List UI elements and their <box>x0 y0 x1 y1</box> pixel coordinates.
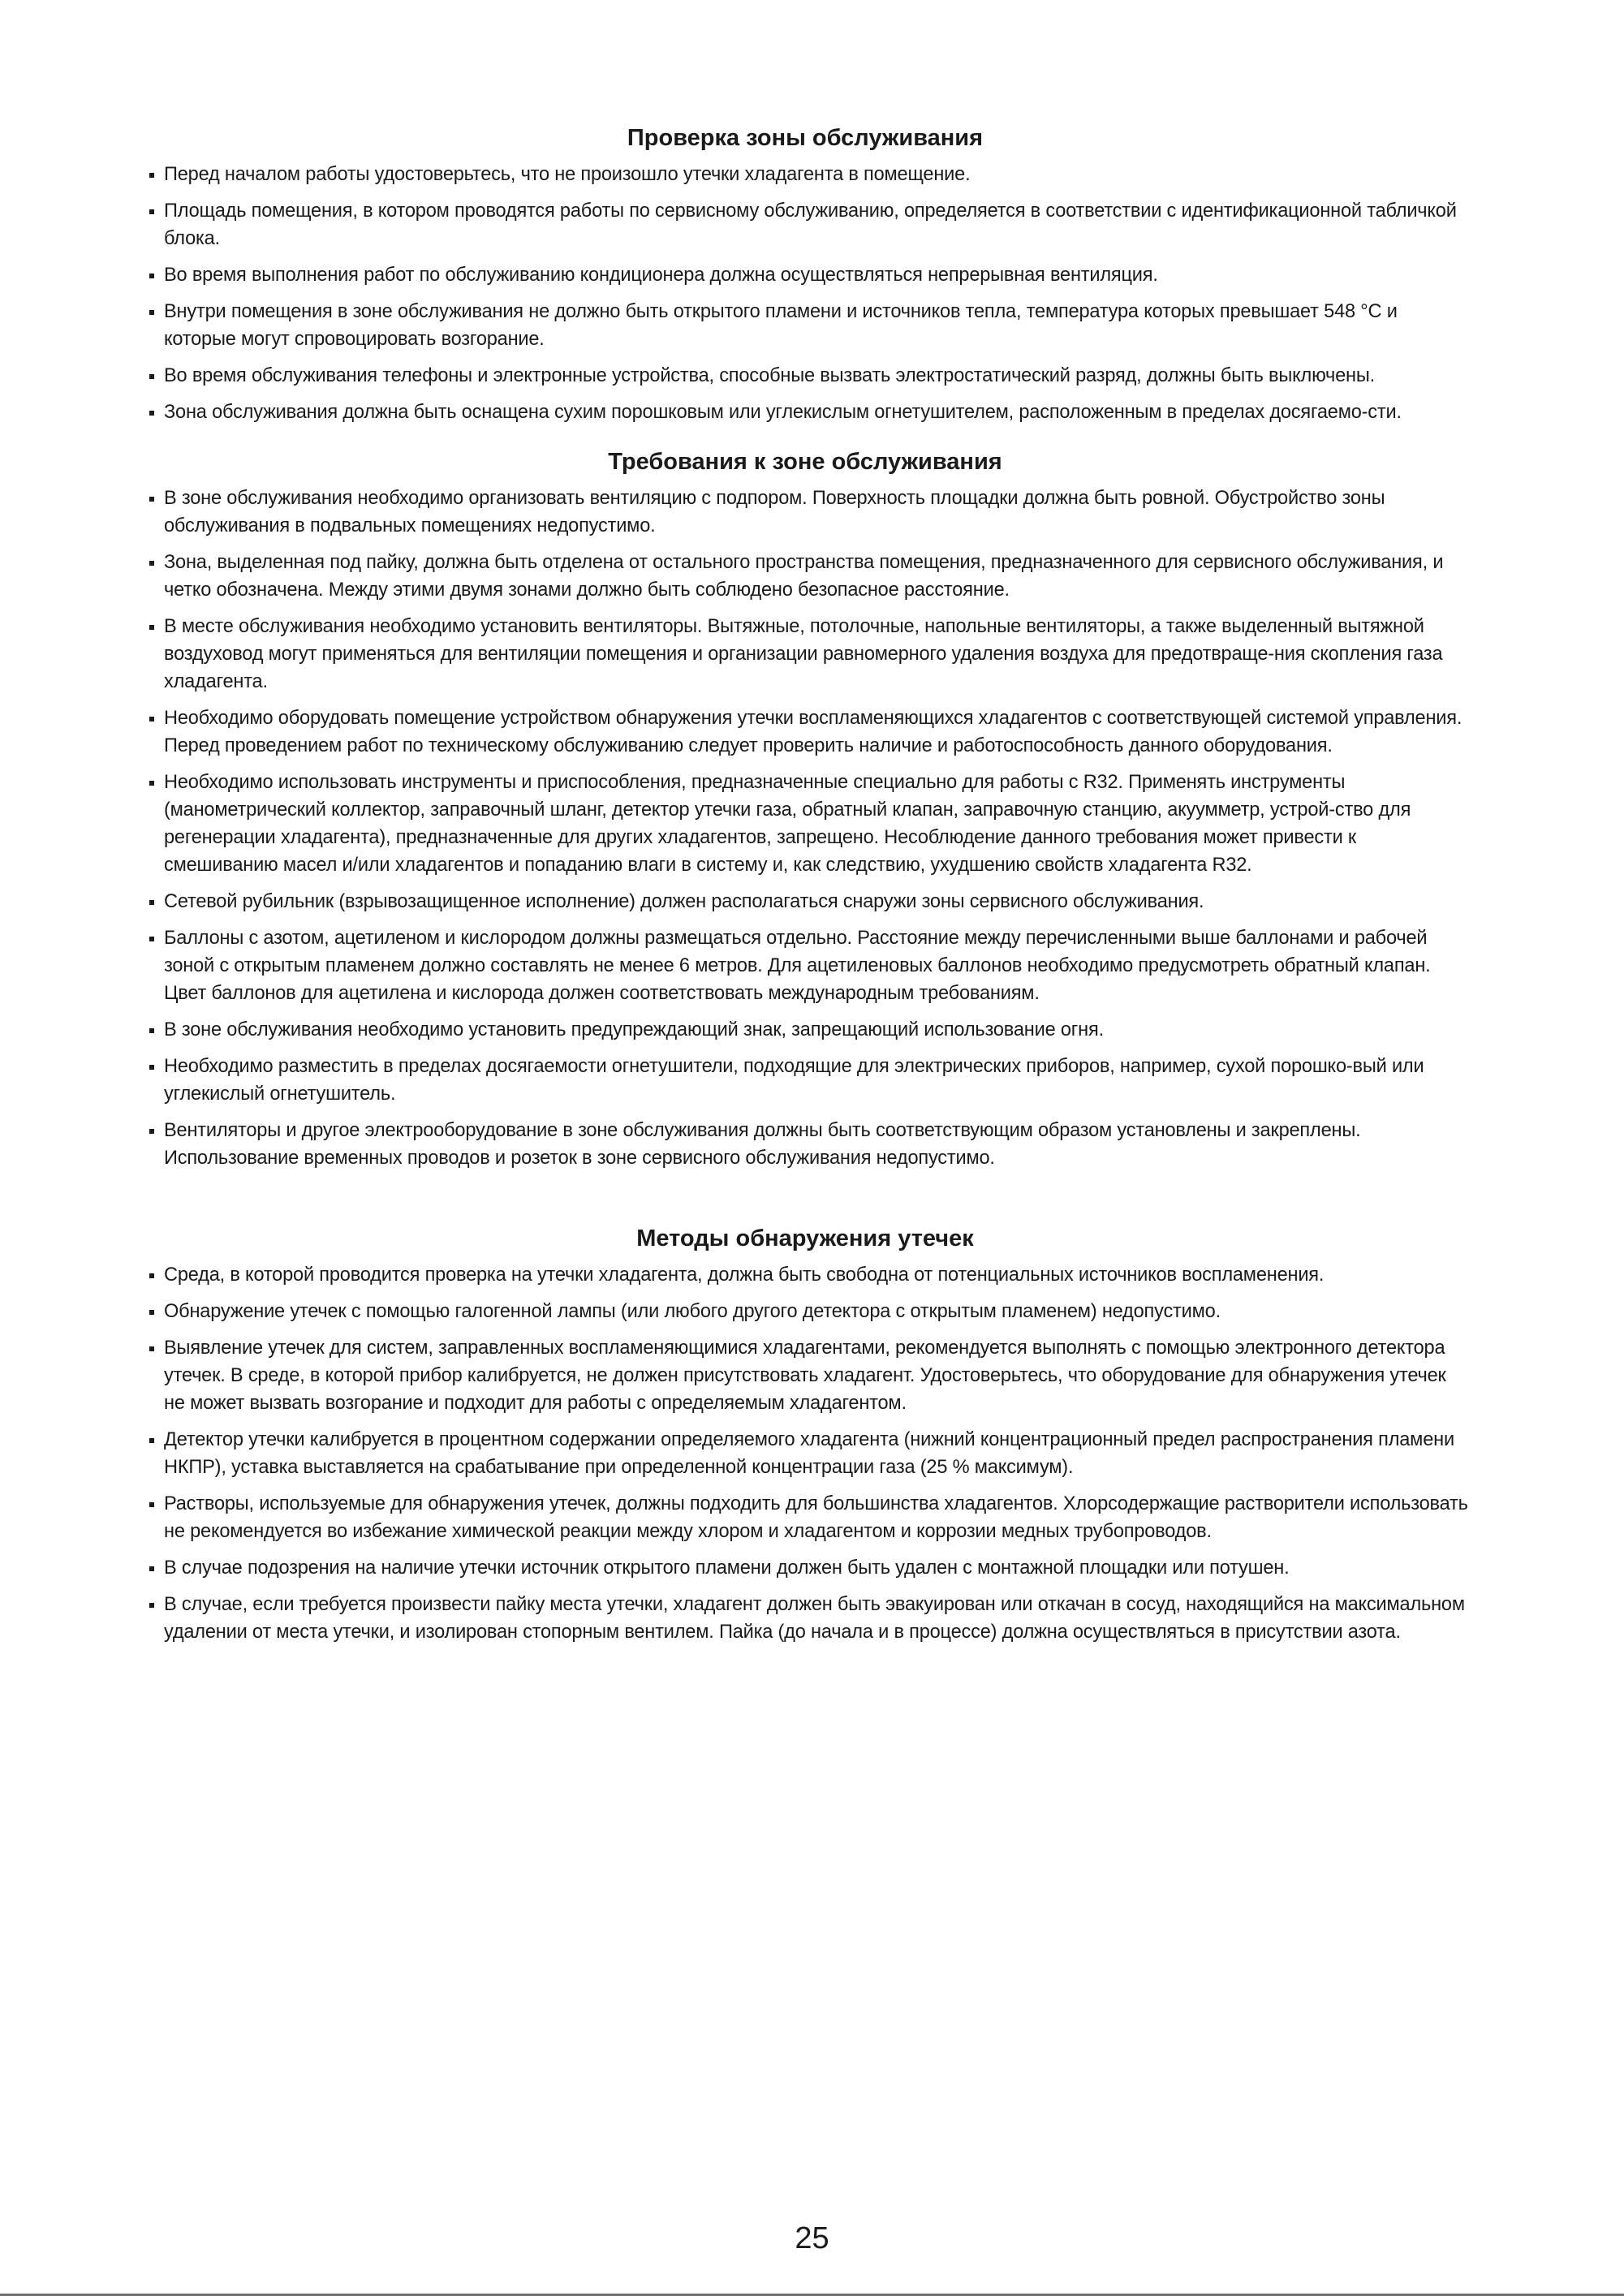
list-item <box>140 924 1471 1007</box>
list-item <box>140 298 1471 353</box>
bullet-square-icon <box>149 1129 154 1134</box>
bullet-list <box>140 485 1471 1172</box>
list-item-text: В зоне обслуживания необходимо организовать вентиляцию с подпором. Поверхность площадки должна быть ровной. Обустройство зоны обслуживания в подвальных помещениях недопустимо. <box>164 488 1385 536</box>
bullet-square-icon <box>149 1028 154 1033</box>
bullet-square-icon <box>149 274 154 278</box>
bullet-list <box>140 1261 1471 1646</box>
list-item <box>140 888 1471 915</box>
list-item-text: Площадь помещения, в котором проводятся работы по сервисному обслуживанию, определяется в соответствии с идентификационной табличкой блока. <box>164 200 1457 249</box>
page-number: 25 <box>795 2221 829 2255</box>
bullet-square-icon <box>149 1502 154 1507</box>
bullet-square-icon <box>149 1310 154 1315</box>
list-item <box>140 1426 1471 1481</box>
list-item <box>140 1117 1471 1172</box>
bullet-square-icon <box>149 209 154 214</box>
bullet-square-icon <box>149 374 154 379</box>
list-item <box>140 1053 1471 1108</box>
list-item <box>140 1591 1471 1646</box>
list-item-text: Детектор утечки калибруется в процентном содержании определяемого хладагента (нижний концентрационный предел распространения пламени НКПР), уставка выставляется на срабатывание при определенной концентрации газа (25 % максимум). <box>164 1429 1454 1478</box>
list-item-text: Необходимо оборудовать помещение устройством обнаружения утечки воспламеняющихся хладагентов с соответствующей системой управления. Перед проведением работ по техническому обслуживанию следует проверить наличие и работоспособность данного оборудования. <box>164 708 1462 756</box>
list-item-text: Во время обслуживания телефоны и электронные устройства, способные вызвать электростатический разряд, должны быть выключены. <box>164 365 1375 386</box>
list-item <box>140 398 1471 426</box>
list-item <box>140 549 1471 604</box>
list-item <box>140 704 1471 760</box>
list-item-text: Растворы, используемые для обнаружения утечек, должны подходить для большинства хладагентов. Хлорсодержащие растворители использовать не рекомендуется во избежание химической реакции между хлором и хладагентом и коррозии медных трубопроводов. <box>164 1493 1468 1542</box>
bullet-square-icon <box>149 561 154 566</box>
bullet-square-icon <box>149 411 154 416</box>
list-item-text: Сетевой рубильник (взрывозащищенное исполнение) должен располагаться снаружи зоны сервисного обслуживания. <box>164 891 1204 912</box>
list-item <box>140 197 1471 252</box>
section-service-area-check <box>140 122 1471 426</box>
list-item <box>140 485 1471 540</box>
list-item <box>140 161 1471 188</box>
bullet-square-icon <box>149 310 154 315</box>
bullet-square-icon <box>149 781 154 786</box>
list-item-text: Перед началом работы удостоверьтесь, что не произошло утечки хладагента в помещение. <box>164 164 971 185</box>
document-page <box>140 122 1471 1655</box>
list-item <box>140 1261 1471 1289</box>
list-item <box>140 1554 1471 1582</box>
list-item <box>140 1298 1471 1325</box>
list-item-text: Зона обслуживания должна быть оснащена сухим порошковым или углекислым огнетушителем, расположенным в пределах досягаемо-сти. <box>164 402 1402 423</box>
bullet-square-icon <box>149 937 154 941</box>
list-item-text: Выявление утечек для систем, заправленных воспламеняющимися хладагентами, рекомендуется выполнять с помощью электронного детектора утечек. В среде, в которой прибор калибруется, не должен присутствовать хладагент. Удостоверьтесь, что оборудование для обнаружения утечек не может вызвать возгорание и подходит для работы с определяемым хладагентом. <box>164 1338 1446 1414</box>
list-item-text: Обнаружение утечек с помощью галогенной лампы (или любого другого детектора с открытым пламенем) недопустимо. <box>164 1301 1221 1322</box>
bullet-list <box>140 161 1471 426</box>
bullet-square-icon <box>149 625 154 630</box>
bullet-square-icon <box>149 497 154 502</box>
list-item <box>140 261 1471 289</box>
list-item-text: Во время выполнения работ по обслуживанию кондиционера должна осуществляться непрерывная вентиляция. <box>164 265 1158 286</box>
list-item <box>140 362 1471 390</box>
bullet-square-icon <box>149 900 154 905</box>
section-leak-detection-methods <box>140 1222 1471 1646</box>
list-item <box>140 1490 1471 1545</box>
bullet-square-icon <box>149 1065 154 1070</box>
list-item-text: Необходимо использовать инструменты и приспособления, предназначенные специально для работы с R32. Применять инструменты (манометрический коллектор, заправочный шланг, детектор утечки газа, обратный клапан, заправочную станцию, акуумметр, устрой-ство для регенерации хладагента), предназначенные для других хладагентов, запрещено. Несоблюдение данного требования может привести к смешиванию масел и/или хладагентов и попаданию влаги в систему и, как следствию, ухудшению свойств хладагента R32. <box>164 772 1411 876</box>
list-item-text: Вентиляторы и другое электрооборудование в зоне обслуживания должны быть соответствующим образом установлены и закреплены. Использование временных проводов и розеток в зоне сервисного обслуживания недопустимо. <box>164 1120 1361 1169</box>
bullet-square-icon <box>149 1438 154 1443</box>
list-item-text: В случае, если требуется произвести пайку места утечки, хладагент должен быть эвакуирован или откачан в сосуд, находящийся на максимальном удалении от места утечки, и изолирован стопорным вентилем. Пайка (до начала и в процессе) должна осуществляться в присутствии азота. <box>164 1594 1465 1643</box>
section-title: Проверка зоны обслуживания <box>627 125 984 151</box>
list-item <box>140 769 1471 879</box>
bullet-square-icon <box>149 173 154 178</box>
section-title: Методы обнаружения утечек <box>636 1226 974 1251</box>
list-item <box>140 1016 1471 1044</box>
list-item <box>140 1334 1471 1417</box>
list-item-text: Баллоны с азотом, ацетиленом и кислородом должны размещаться отдельно. Расстояние между перечисленными выше баллонами и рабочей зоной с открытым пламенем должно составлять не менее 6 метров. Для ацетиленовых баллонов необходимо предусмотреть обратный клапан. Цвет баллонов для ацетилена и кислорода должен соответствовать международным требованиям. <box>164 928 1431 1004</box>
bullet-square-icon <box>149 1566 154 1571</box>
bullet-square-icon <box>149 1603 154 1608</box>
list-item-text: В месте обслуживания необходимо установить вентиляторы. Вытяжные, потолочные, напольные вентиляторы, а также выделенный вытяжной воздуховод могут применяться для вентиляции помещения и организации равномерного удаления воздуха для предотвраще-ния скопления газа хладагента. <box>164 616 1443 692</box>
section-title: Требования к зоне обслуживания <box>608 449 1002 475</box>
bullet-square-icon <box>149 717 154 722</box>
list-item-text: Среда, в которой проводится проверка на утечки хладагента, должна быть свободна от потенциальных источников воспламенения. <box>164 1264 1325 1286</box>
list-item-text: Необходимо разместить в пределах досягаемости огнетушители, подходящие для электрических приборов, например, сухой порошко-вый или углекислый огнетушитель. <box>164 1056 1424 1105</box>
list-item-text: В случае подозрения на наличие утечки источник открытого пламени должен быть удален с монтажной площадки или потушен. <box>164 1557 1290 1579</box>
list-item-text: Внутри помещения в зоне обслуживания не должно быть открытого пламени и источников тепла, температура которых превышает 548 °C и которые могут спровоцировать возгорание. <box>164 301 1398 350</box>
list-item <box>140 613 1471 696</box>
bullet-square-icon <box>149 1346 154 1351</box>
bullet-square-icon <box>149 1273 154 1278</box>
list-item-text: В зоне обслуживания необходимо установить предупреждающий знак, запрещающий использование огня. <box>164 1019 1104 1040</box>
section-service-area-requirements <box>140 446 1471 1172</box>
list-item-text: Зона, выделенная под пайку, должна быть отделена от остального пространства помещения, предназначенного для сервисного обслуживания, и четко обозначена. Между этими двумя зонами должно быть соблюдено безопасное расстояние. <box>164 552 1444 601</box>
